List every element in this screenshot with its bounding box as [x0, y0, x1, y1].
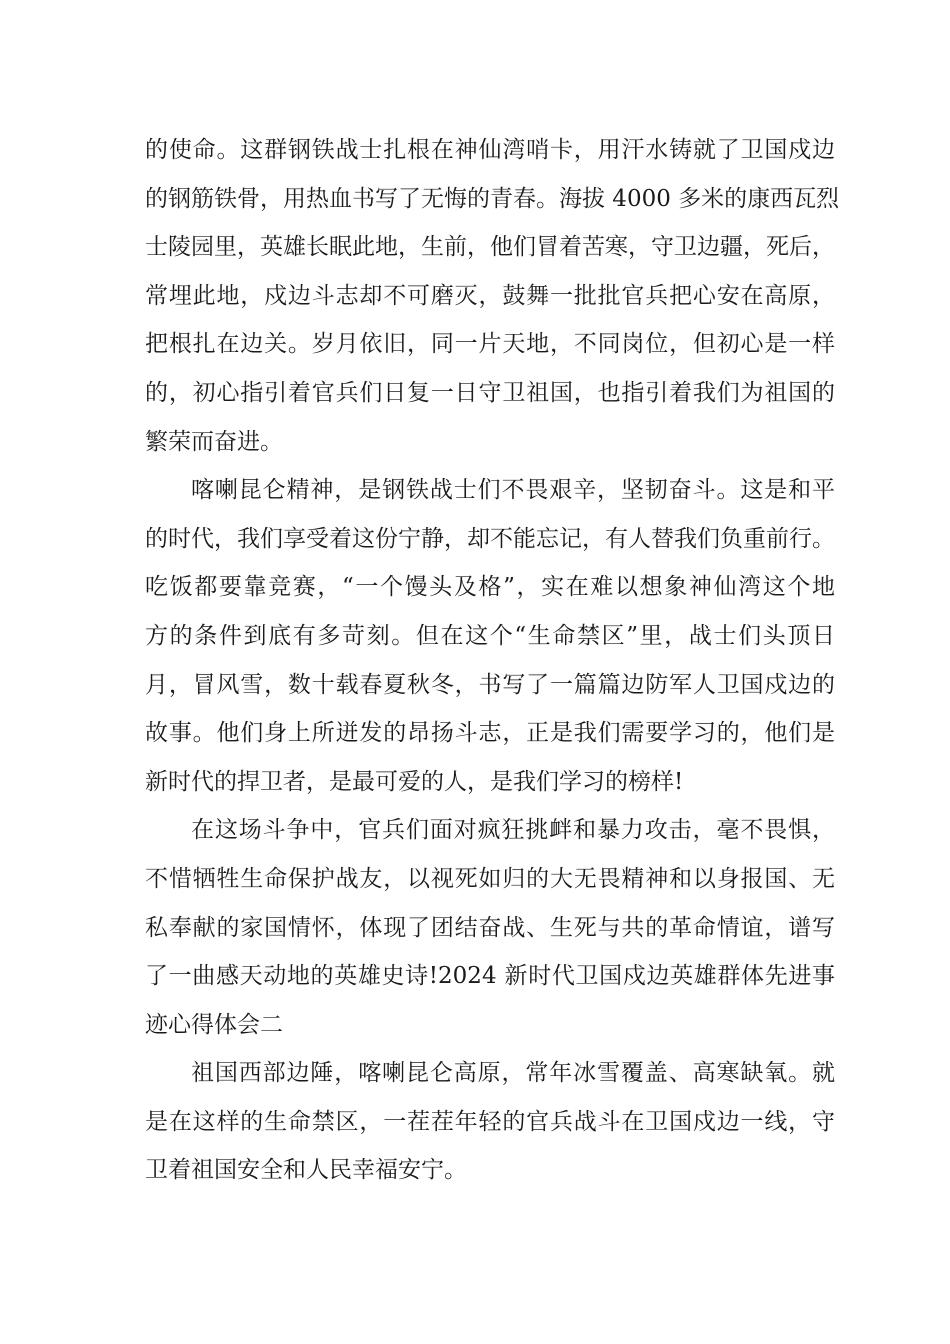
- text-line: 迹心得体会二: [145, 1011, 283, 1038]
- text-line: 的钢筋铁骨，用热血书写了无悔的青春。海拔 4000 多米的康西瓦烈: [145, 185, 840, 212]
- text-line: 不惜牺牲生命保护战友，以视死如归的大无畏精神和以身报国、无: [145, 865, 835, 892]
- document-body: [145, 126, 840, 1195]
- text-line: 的使命。这群钢铁战士扎根在神仙湾哨卡，用汗水铸就了卫国戍边: [145, 137, 835, 163]
- text-line: 新时代的捍卫者，是最可爱的人，是我们学习的榜样!: [145, 768, 684, 795]
- text-line: 繁荣而奋进。: [145, 428, 283, 455]
- text-line: 是在这样的生命禁区，一茬茬年轻的官兵战斗在卫国戍边一线，守: [145, 1108, 835, 1135]
- text-line: 喀喇昆仑精神，是钢铁战士们不畏艰辛，坚韧奋斗。这是和平: [191, 477, 835, 504]
- text-line: 方的条件到底有多苛刻。但在这个“生命禁区”里，战士们头顶日: [145, 622, 835, 649]
- text-line: 月，冒风雪，数十载春夏秋冬，书写了一篇篇边防军人卫国戍边的: [145, 671, 835, 698]
- text-line: 私奉献的家国情怀，体现了团结奋战、生死与共的革命情谊，谱写: [145, 914, 835, 941]
- text-line: 吃饭都要靠竞赛，“一个馒头及格”，实在难以想象神仙湾这个地: [145, 574, 835, 601]
- text-line: 卫着祖国安全和人民幸福安宁。: [145, 1157, 467, 1184]
- text-line: 常埋此地，戍边斗志却不可磨灭，鼓舞一批批官兵把心安在高原，: [145, 282, 835, 309]
- text-line: 的时代，我们享受着这份宁静，却不能忘记，有人替我们负重前行。: [145, 525, 835, 552]
- text-line: 故事。他们身上所迸发的昂扬斗志，正是我们需要学习的，他们是: [145, 720, 835, 747]
- text-line: 把根扎在边关。岁月依旧，同一片天地，不同岗位，但初心是一样: [145, 331, 835, 358]
- text-line: 的，初心指引着官兵们日复一日守卫祖国，也指引着我们为祖国的: [145, 379, 835, 406]
- text-line: 在这场斗争中，官兵们面对疯狂挑衅和暴力攻击，毫不畏惧，: [191, 817, 835, 844]
- text-line: 士陵园里，英雄长眠此地，生前，他们冒着苦寒，守卫边疆，死后，: [145, 234, 835, 261]
- text-line: 了一曲感天动地的英雄史诗!2024 新时代卫国戍边英雄群体先进事: [145, 963, 835, 990]
- text-line: 祖国西部边陲，喀喇昆仑高原，常年冰雪覆盖、高寒缺氧。就: [191, 1060, 835, 1087]
